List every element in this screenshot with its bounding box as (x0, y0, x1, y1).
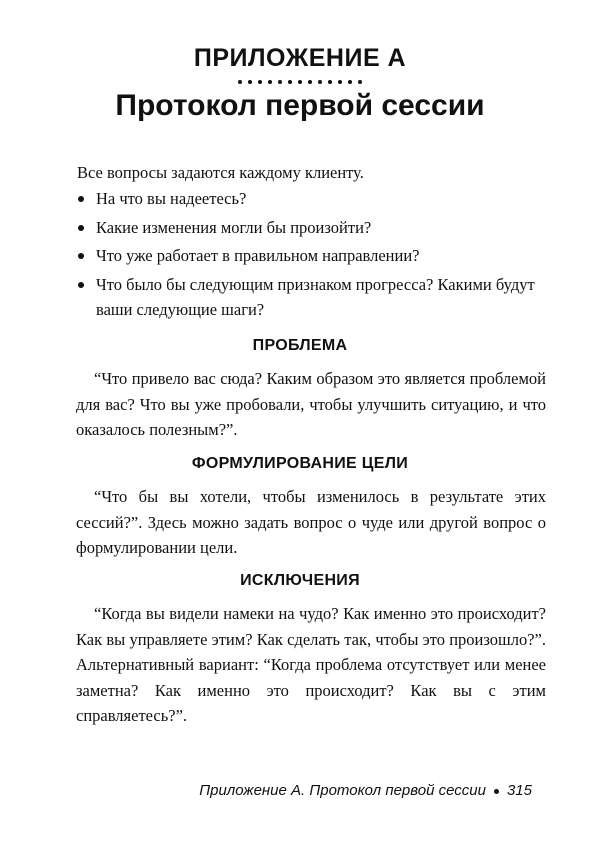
list-item (77, 186, 557, 212)
bullet-icon (78, 253, 84, 259)
list-item-text: На что вы надеетесь? (96, 189, 247, 208)
list-item-text: Какие изменения могли бы произойти? (96, 217, 372, 237)
section-heading-goal: ФОРМУЛИРОВАНИЕ ЦЕЛИ (191, 455, 409, 472)
appendix-label: ПРИЛОЖЕНИЕ А (193, 44, 407, 72)
page-footer (199, 782, 532, 799)
section-heading-exceptions: ИСКЛЮЧЕНИЯ (240, 572, 360, 589)
dotted-divider (0, 77, 600, 87)
section-text-exceptions: “Когда вы видели намеки на чудо? Как именно это происходит? Как вы управляете этим? Как сделать так, чтобы это произошло?”. Альтернативный вариант: “Когда проблема отсутствует или менее заметна? Как именно это происходит? Как вы с этим справляетесь?”. (76, 604, 546, 725)
running-title: Приложение А. Протокол первой сессии (199, 782, 486, 799)
separator-dot-icon (494, 789, 499, 794)
list-item (77, 215, 557, 241)
section-text-problem: “Что привело вас сюда? Каким образом это является проблемой для вас? Что вы уже пробовали, чтобы улучшить ситуацию, и что оказалось полезным?”. (76, 369, 546, 439)
question-list (77, 186, 557, 326)
intro-text: Все вопросы задаются каждому клиенту. (77, 163, 364, 182)
bullet-icon (78, 196, 84, 202)
section-text-goal: “Что бы вы хотели, чтобы изменилось в результате этих сессий?”. Здесь можно задать вопрос о чуде или другой вопрос о формулировании цели. (76, 487, 546, 557)
list-item (77, 272, 551, 323)
list-item-text: Что было бы следующим признаком прогресса? Какими будут ваши следующие шаги? (96, 274, 535, 319)
page-title: Протокол первой сессии (115, 89, 485, 122)
page-number: 315 (506, 782, 532, 799)
list-item (77, 243, 557, 269)
bullet-icon (78, 225, 84, 231)
list-item-text: Что уже работает в правильном направлении? (96, 246, 420, 265)
section-heading-problem: ПРОБЛЕМА (252, 337, 348, 354)
bullet-icon (78, 282, 84, 288)
